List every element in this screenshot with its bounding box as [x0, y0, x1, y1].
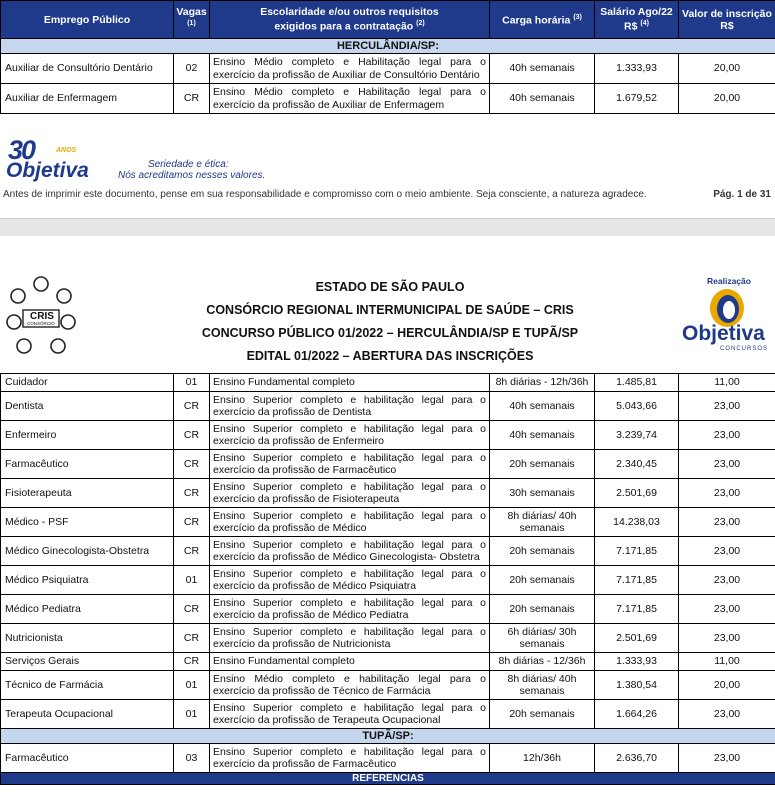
logo-anos: ANOS [56, 147, 77, 154]
cell-emprego: Nutricionista [1, 624, 174, 653]
cell-vagas: CR [174, 624, 210, 653]
logo-name: Objetiva [6, 159, 89, 182]
cell-emprego: Farmacêutico [1, 450, 174, 479]
cell-carga: 40h semanais [490, 392, 595, 421]
main-rows [1, 374, 775, 729]
header-emprego: Emprego Público [1, 1, 174, 39]
cell-carga: 8h diárias - 12h/36h [490, 374, 595, 392]
positions-table-top [0, 0, 775, 114]
cell-vagas: CR [174, 479, 210, 508]
cell-valor: 11,00 [679, 374, 775, 392]
cell-emprego: Técnico de Farmácia [1, 671, 174, 700]
header-vagas: Vagas $^{(1)}$ [174, 1, 210, 39]
cell-emprego: Médico Ginecologista-Obstetra [1, 537, 174, 566]
cell-vagas: 02 [174, 54, 210, 84]
section-herculandia: HERCULÂNDIA/SP: [1, 39, 775, 54]
cell-escolaridade: Ensino Superior completo e habilitação legal para o exercício da profissão de Médico Ginecologista- Obstetra [210, 537, 490, 566]
cell-carga: 20h semanais [490, 595, 595, 624]
realizacao-label: Realização [707, 276, 751, 286]
cell-emprego: Médico - PSF [1, 508, 174, 537]
cell-salario: 1.380,54 [595, 671, 679, 700]
cell-carga: 20h semanais [490, 566, 595, 595]
cell-salario: 2.501,69 [595, 479, 679, 508]
cell-escolaridade: Ensino Superior completo e habilitação legal para o exercício da profissão de Médico Psiquiatra [210, 566, 490, 595]
table-row [1, 744, 775, 773]
cell-vagas: CR [174, 84, 210, 114]
section-tupa: TUPÃ/SP: [1, 729, 775, 744]
cell-emprego: Farmacêutico [1, 744, 174, 773]
title-line-3: CONCURSO PÚBLICO 01/2022 – HERCULÂNDIA/SP E TUPÃ/SP [201, 326, 579, 340]
cell-escolaridade: Ensino Médio completo e Habilitação legal para o exercício da profissão de Auxiliar de Enfermagem [210, 84, 490, 114]
tupa-rows [1, 744, 775, 773]
table-row [1, 450, 775, 479]
cell-escolaridade: Ensino Superior completo e habilitação legal para o exercício da profissão de Médico [210, 508, 490, 537]
cell-salario: 14.238,03 [595, 508, 679, 537]
title-line-1: ESTADO DE SÃO PAULO [315, 280, 465, 294]
header-carga: Carga horária $^{(3)}$ [490, 1, 595, 39]
cell-salario: 1.485,81 [595, 374, 679, 392]
cris-logo-sub: CONSÓRCIO [27, 321, 55, 326]
table-row [1, 479, 775, 508]
slogan-line-2: Nós acreditamos nesses valores. [118, 170, 266, 181]
cell-vagas: CR [174, 450, 210, 479]
cell-valor: 23,00 [679, 392, 775, 421]
cell-vagas: CR [174, 653, 210, 671]
table-row [1, 653, 775, 671]
cell-valor: 23,00 [679, 595, 775, 624]
table-row [1, 392, 775, 421]
cell-vagas: 01 [174, 700, 210, 729]
slogan [118, 159, 265, 181]
cell-carga: 30h semanais [490, 479, 595, 508]
cell-escolaridade: Ensino Superior completo e habilitação legal para o exercício da profissão de Médico Pediatra [210, 595, 490, 624]
page-header [0, 262, 775, 372]
cell-salario: 7.171,85 [595, 566, 679, 595]
page-number: Pág. 1 de 31 [713, 189, 771, 200]
cell-valor: 20,00 [679, 84, 775, 114]
cell-escolaridade: Ensino Médio completo e habilitação legal para o exercício da profissão de Técnico de Farmácia [210, 671, 490, 700]
cell-escolaridade: Ensino Superior completo e habilitação legal para o exercício da profissão de Farmacêutico [210, 744, 490, 773]
cell-carga: 8h diárias/ 40h semanais [490, 508, 595, 537]
cell-vagas: 01 [174, 566, 210, 595]
cell-valor: 20,00 [679, 54, 775, 84]
section-row [1, 729, 775, 744]
cell-escolaridade: Ensino Fundamental completo [210, 653, 490, 671]
cell-valor: 23,00 [679, 624, 775, 653]
objetiva-logo [680, 288, 775, 356]
table-row [1, 624, 775, 653]
cell-salario: 2.340,45 [595, 450, 679, 479]
logo-number: 30 [8, 135, 35, 165]
cell-salario: 5.043,66 [595, 392, 679, 421]
cell-valor: 23,00 [679, 700, 775, 729]
cell-emprego: Dentista [1, 392, 174, 421]
cell-carga: 6h diárias/ 30h semanais [490, 624, 595, 653]
cell-escolaridade: Ensino Superior completo e habilitação legal para o exercício da profissão de Enfermeiro [210, 421, 490, 450]
cell-valor: 23,00 [679, 508, 775, 537]
table-row [1, 700, 775, 729]
cell-escolaridade: Ensino Superior completo e habilitação legal para o exercício da profissão de Dentista [210, 392, 490, 421]
cell-emprego: Cuidador [1, 374, 174, 392]
cell-valor: 23,00 [679, 744, 775, 773]
concursos-word: CONCURSOS [720, 346, 769, 352]
cell-carga: 8h diárias/ 40h semanais [490, 671, 595, 700]
cell-emprego: Serviços Gerais [1, 653, 174, 671]
cell-emprego: Médico Pediatra [1, 595, 174, 624]
cell-emprego: Médico Psiquiatra [1, 566, 174, 595]
cell-carga: 20h semanais [490, 450, 595, 479]
document-titles [120, 276, 660, 368]
cell-vagas: CR [174, 595, 210, 624]
cell-valor: 23,00 [679, 566, 775, 595]
table-row [1, 84, 775, 114]
cell-carga: 40h semanais [490, 54, 595, 84]
cell-salario: 7.171,85 [595, 537, 679, 566]
cell-salario: 2.501,69 [595, 624, 679, 653]
cell-vagas: 03 [174, 744, 210, 773]
table-row [1, 421, 775, 450]
cris-logo-text: CRIS [30, 311, 54, 322]
page-break [0, 218, 775, 236]
page-footer [0, 133, 775, 203]
objetiva-word: Objetiva [682, 322, 765, 345]
header-valor: Valor de inscrição R$ [679, 1, 775, 39]
objetiva-30-anos-logo [6, 135, 126, 185]
cell-vagas: CR [174, 537, 210, 566]
section-row [1, 39, 775, 54]
cell-valor: 20,00 [679, 671, 775, 700]
top-rows [1, 54, 775, 114]
cell-escolaridade: Ensino Superior completo e habilitação legal para o exercício da profissão de Nutricionista [210, 624, 490, 653]
cell-carga: 20h semanais [490, 537, 595, 566]
cell-carga: 40h semanais [490, 84, 595, 114]
table-row [1, 566, 775, 595]
table-row [1, 671, 775, 700]
cell-emprego: Auxiliar de Enfermagem [1, 84, 174, 114]
table-row [1, 537, 775, 566]
cell-salario: 2.636,70 [595, 744, 679, 773]
cell-valor: 23,00 [679, 479, 775, 508]
cell-emprego: Enfermeiro [1, 421, 174, 450]
cell-escolaridade: Ensino Superior completo e habilitação legal para o exercício da profissão de Fisioterapeuta [210, 479, 490, 508]
cell-vagas: CR [174, 421, 210, 450]
cell-carga: 40h semanais [490, 421, 595, 450]
cell-carga: 20h semanais [490, 700, 595, 729]
environment-notice: Antes de imprimir este documento, pense em sua responsabilidade e compromisso com o meio ambiente. Seja consciente, a natureza agradece. [3, 189, 647, 200]
table-row [1, 374, 775, 392]
cell-salario: 1.333,93 [595, 54, 679, 84]
cell-valor: 23,00 [679, 421, 775, 450]
cell-salario: 7.171,85 [595, 595, 679, 624]
cell-vagas: 01 [174, 374, 210, 392]
cell-escolaridade: Ensino Superior completo e habilitação legal para o exercício da profissão de Farmacêutico [210, 450, 490, 479]
cell-salario: 1.679,52 [595, 84, 679, 114]
cell-valor: 11,00 [679, 653, 775, 671]
cell-salario: 1.333,93 [595, 653, 679, 671]
cell-emprego: Auxiliar de Consultório Dentário [1, 54, 174, 84]
cris-logo [6, 274, 76, 362]
table-header-row [1, 1, 775, 39]
cell-valor: 23,00 [679, 537, 775, 566]
cell-salario: 3.239,74 [595, 421, 679, 450]
cell-emprego: Fisioterapeuta [1, 479, 174, 508]
cell-vagas: CR [174, 508, 210, 537]
cell-escolaridade: Ensino Superior completo e habilitação legal para o exercício da profissão de Terapeuta Ocupacional [210, 700, 490, 729]
header-escolaridade: Escolaridade e/ou outros requisitos exigidos para a contratação $^{(2)}$ [210, 1, 490, 39]
cell-salario: 1.664,26 [595, 700, 679, 729]
cell-carga: 12h/36h [490, 744, 595, 773]
title-line-2: CONSÓRCIO REGIONAL INTERMUNICIPAL DE SAÚDE – CRIS [206, 303, 574, 317]
cell-vagas: CR [174, 392, 210, 421]
slogan-line-1: Seriedade e ética: [148, 159, 229, 170]
title-line-4: EDITAL 01/2022 – ABERTURA DAS INSCRIÇÕES [246, 349, 534, 363]
cell-carga: 8h diárias - 12/36h [490, 653, 595, 671]
section-row [1, 773, 775, 785]
cell-emprego: Terapeuta Ocupacional [1, 700, 174, 729]
positions-table-main [0, 373, 775, 785]
table-row [1, 595, 775, 624]
cell-vagas: 01 [174, 671, 210, 700]
cell-escolaridade: Ensino Fundamental completo [210, 374, 490, 392]
table-row [1, 54, 775, 84]
cell-valor: 23,00 [679, 450, 775, 479]
table-row [1, 508, 775, 537]
section-referencias: REFERÊNCIAS [1, 773, 775, 785]
cell-escolaridade: Ensino Médio completo e Habilitação legal para o exercício da profissão de Auxiliar de Consultório Dentário [210, 54, 490, 84]
header-salario: Salário Ago/22 R$ $^{(4)}$ [595, 1, 679, 39]
